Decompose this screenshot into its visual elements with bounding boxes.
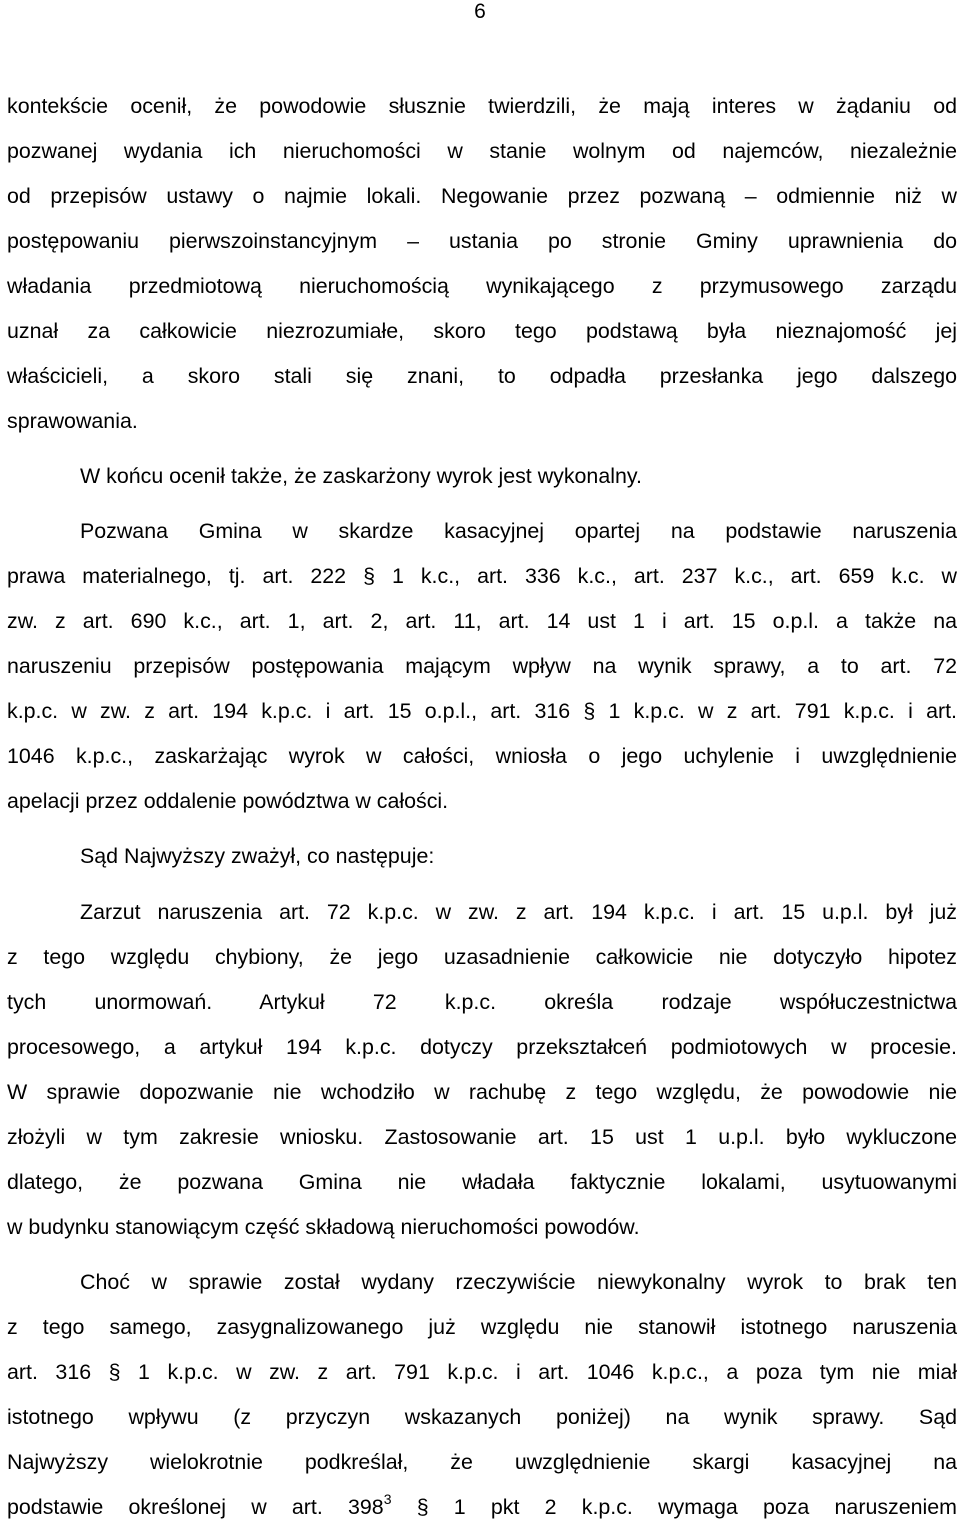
line-text: Choć w sprawie został wydany rzeczywiście niewykonalny wyrok to brak ten [80,1270,957,1294]
text-line [7,988,957,1016]
line-text: sprawowania. [7,409,138,433]
text-line [7,272,957,300]
line-text: prawa materialnego, tj. art. 222 § 1 k.c., art. 336 k.c., art. 237 k.c., art. 659 k.c. w [7,564,957,588]
line-text: Sąd Najwyższy zważył, co następuje: [80,844,435,868]
text-line [7,227,957,255]
line-text: Najwyższy wielokrotnie podkreślał, że uwzględnienie skargi kasacyjnej na [7,1450,957,1474]
line-text: istotnego wpływu (z przyczyn wskazanych poniżej) na wynik sprawy. Sąd [7,1405,957,1429]
line-text: k.p.c. w zw. z art. 194 k.p.c. i art. 15 o.p.l., art. 316 § 1 k.p.c. w z art. 791 k.p.c. i art. [7,699,957,723]
line-text: z tego samego, zasygnalizowanego już względu nie stanowił istotnego naruszenia [7,1315,957,1339]
text-line [80,1268,957,1296]
line-text: naruszeniu przepisów postępowania mającym wpływ na wynik sprawy, a to art. 72 [7,654,957,678]
text-line [7,562,957,590]
line-text: art. 316 § 1 k.p.c. w zw. z art. 791 k.p.c. i art. 1046 k.p.c., a poza tym nie miał [7,1360,957,1384]
text-line [7,1403,957,1431]
line-text-after: § 1 pkt 2 k.p.c. wymaga poza naruszeniem [391,1495,957,1519]
line-text: od przepisów ustawy o najmie lokali. Negowanie przez pozwaną – odmiennie niż w [7,184,957,208]
line-text: W końcu ocenił także, że zaskarżony wyrok jest wykonalny. [80,464,642,488]
text-line [7,1168,957,1196]
text-line [7,1078,957,1106]
text-line [7,1123,957,1151]
line-text: dlatego, że pozwana Gmina nie władała faktycznie lokalami, usytuowanymi [7,1170,957,1194]
line-text: procesowego, a artykuł 194 k.p.c. dotyczy przekształceń podmiotowych w procesie. [7,1035,957,1059]
text-line [7,697,957,725]
line-text: postępowaniu pierwszoinstancyjnym – ustania po stronie Gminy uprawnienia do [7,229,957,253]
text-line [7,652,957,680]
page-number: 6 [474,0,486,23]
line-text: zw. z art. 690 k.c., art. 1, art. 2, art. 11, art. 14 ust 1 i art. 15 o.p.l. a także na [7,609,957,633]
text-line [7,137,957,165]
text-line [80,517,957,545]
text-line [7,607,957,635]
text-line [7,182,957,210]
line-text: kontekście ocenił, że powodowie słusznie twierdzili, że mają interes w żądaniu od [7,94,957,118]
text-line [7,742,957,770]
text-line [80,898,957,926]
line-text: tych unormowań. Artykuł 72 k.p.c. określa rodzaje współuczestnictwa [7,990,957,1014]
text-line [80,842,957,870]
text-line [7,362,957,390]
line-text: władania przedmiotową nieruchomością wynikającego z przymusowego zarządu [7,274,957,298]
line-text: Pozwana Gmina w skardze kasacyjnej opartej na podstawie naruszenia [80,519,957,543]
line-text: apelacji przez oddalenie powództwa w całości. [7,789,449,813]
superscript: 3 [383,1490,392,1507]
line-text: W sprawie dopozwanie nie wchodziło w rachubę z tego względu, że powodowie nie [7,1080,957,1104]
line-text: uznał za całkowicie niezrozumiałe, skoro tego podstawą była nieznajomość jej [7,319,957,343]
text-line [80,462,957,490]
text-line [7,1313,957,1341]
text-line [7,1358,957,1386]
text-line [7,787,957,815]
text-line [7,1448,957,1476]
text-line [7,943,957,971]
line-text: właścicieli, a skoro stali się znani, to odpadła przesłanka jego dalszego [7,364,957,388]
text-line [7,1213,957,1241]
text-line [7,407,957,435]
line-text: z tego względu chybiony, że jego uzasadnienie całkowicie nie dotyczyło hipotez [7,945,957,969]
line-text: 1046 k.p.c., zaskarżając wyrok w całości, wniosła o jego uchylenie i uwzględnienie [7,744,957,768]
text-line [7,1490,957,1521]
line-text: Zarzut naruszenia art. 72 k.p.c. w zw. z art. 194 k.p.c. i art. 15 u.p.l. był już [80,900,957,924]
text-line [7,92,957,120]
line-text: pozwanej wydania ich nieruchomości w stanie wolnym od najemców, niezależnie [7,139,957,163]
line-text: złożyli w tym zakresie wniosku. Zastosowanie art. 15 ust 1 u.p.l. było wykluczone [7,1125,957,1149]
line-text: w budynku stanowiącym część składową nieruchomości powodów. [7,1215,640,1239]
line-text: podstawie określonej w art. 398 [7,1495,384,1519]
text-line [7,317,957,345]
text-line [7,1033,957,1061]
